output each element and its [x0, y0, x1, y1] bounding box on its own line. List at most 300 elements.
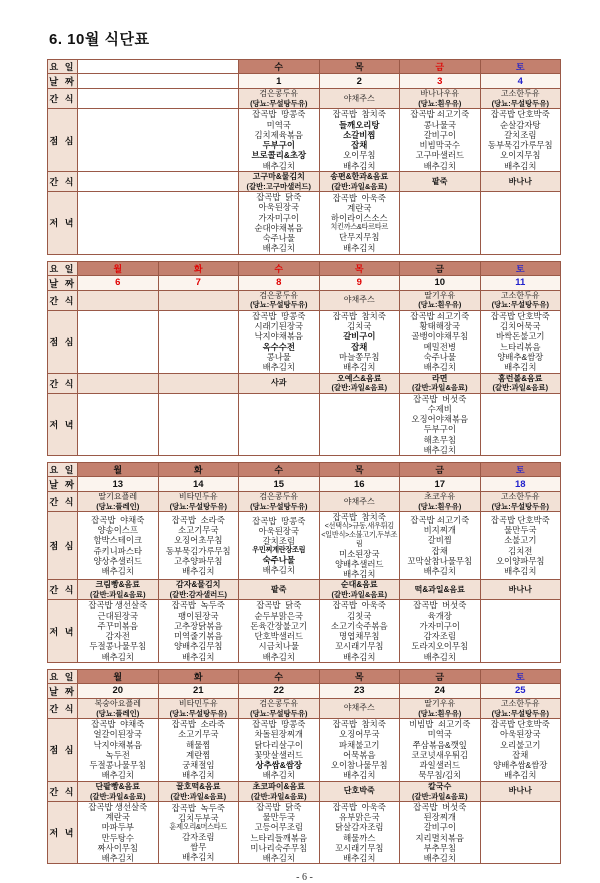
row-label-lunch: 점 심 — [48, 310, 78, 373]
menu-item: 잡곡밥 참치죽 — [332, 109, 386, 120]
menu-item: 비빔막국수 — [419, 140, 460, 150]
lunch-cell — [239, 718, 320, 781]
row-label-lunch: 점 심 — [48, 512, 78, 580]
lunch-cell — [319, 718, 400, 781]
menu-item: 숙주나물 — [423, 351, 456, 362]
menu-item: 배추김치 — [504, 770, 537, 781]
snack_am-cell — [319, 89, 400, 109]
date-cell: 6 — [78, 275, 159, 290]
dinner-cell — [239, 801, 320, 864]
lunch-cell — [480, 718, 561, 781]
menu-item: 단호박죽 — [343, 786, 375, 796]
menu-item: 배추김치 — [343, 770, 376, 781]
lunch-cell — [319, 310, 400, 373]
menu-item: 오징어무국 — [339, 729, 380, 740]
date-cell: 14 — [158, 477, 239, 492]
menu-item: 잡곡밥 단호박죽 — [490, 514, 550, 525]
menu-item: 순대&음료 — [340, 580, 378, 590]
menu-item: 쭈삼볶음&깻잎 — [412, 739, 467, 750]
snack_am-cell — [158, 698, 239, 718]
menu-item: (당뇨:무설탕두유) — [250, 300, 308, 310]
dinner-cell — [78, 600, 159, 663]
menu-item: (갈반:감자샐러드) — [169, 590, 227, 600]
date-cell: 3 — [400, 74, 481, 89]
menu-item: 꼬막살참나물무침 — [407, 555, 473, 566]
menu-item: 배추김치 — [504, 362, 537, 372]
empty-cell — [78, 109, 239, 172]
menu-item: 고소한두유 — [500, 290, 540, 300]
lunch-cell — [78, 512, 159, 580]
row-label-date: 날 짜 — [48, 477, 78, 492]
snack_pm-cell — [239, 580, 320, 600]
menu-item: 우민찌계란장조림 — [252, 545, 306, 555]
menu-item: 배추김치 — [423, 566, 456, 577]
menu-item: (갈반:과일&음료) — [89, 590, 146, 600]
menu-item: 배추김치 — [504, 160, 537, 171]
snack_am-cell — [239, 698, 320, 718]
menu-item: 시래기된장국 — [254, 321, 304, 331]
menu-item: 소불고기 — [504, 535, 537, 546]
date-cell: 7 — [158, 275, 239, 290]
row-label-lunch: 점 심 — [48, 109, 78, 172]
date-cell: 1 — [239, 74, 320, 89]
menu-item: (당뇨:무설탕두유) — [169, 708, 227, 718]
menu-item: 칼국수 — [428, 781, 452, 791]
snack_am-cell — [158, 290, 239, 310]
snack_pm-cell — [239, 373, 320, 393]
menu-item: 잡곡밥 버섯죽 — [413, 600, 467, 611]
snack_pm-cell — [480, 580, 561, 600]
dinner-cell — [319, 600, 400, 663]
menu-item: 배추김치 — [182, 770, 215, 781]
menu-item: 유부맑은국 — [339, 812, 380, 823]
snack_am-cell — [480, 698, 561, 718]
dinner-cell — [319, 192, 400, 255]
menu-item: 소고기무국 — [178, 525, 219, 536]
menu-item: 김치두부국 — [178, 812, 219, 823]
menu-item: 고추양파무침 — [173, 555, 223, 566]
menu-item: 짜사이무침 — [97, 842, 138, 853]
date-cell: 4 — [480, 74, 561, 89]
week-table-2 — [47, 261, 561, 457]
menu-item: 배추김치 — [101, 853, 134, 864]
menu-item: (당뇨:흰우유) — [418, 98, 462, 108]
menu-item: 딸기우유 — [424, 698, 456, 708]
row-label-snack_am: 간 식 — [48, 290, 78, 310]
snack_am-cell — [78, 698, 159, 718]
menu-item: 배추김치 — [262, 565, 295, 576]
menu-item: 크림빵&음료 — [95, 580, 140, 590]
row-label-lunch: 점 심 — [48, 718, 78, 781]
menu-item: 감자전 — [105, 631, 130, 642]
day-header: 금 — [400, 261, 481, 275]
page-number: - 6 - — [296, 872, 313, 883]
snack_pm-cell — [480, 172, 561, 192]
menu-item: 고소한두유 — [500, 89, 540, 99]
date-cell: 8 — [239, 275, 320, 290]
row-label-date: 날 짜 — [48, 74, 78, 89]
menu-item: 배추김치 — [182, 651, 215, 662]
date-cell: 9 — [319, 275, 400, 290]
menu-item: (갈반:과일&음료) — [250, 791, 307, 801]
menu-item: 잡곡밥 아욱죽 — [332, 801, 386, 812]
menu-item: 배추김치 — [343, 362, 376, 372]
menu-item: 부추무침 — [423, 842, 456, 853]
menu-item: 쥬키니파스타 — [93, 545, 143, 556]
menu-item: 잡곡밥 생선살죽 — [88, 801, 148, 812]
menu-item: 배추김치 — [262, 362, 295, 372]
day-header: 토 — [480, 261, 561, 275]
menu-item: 초코우유 — [424, 492, 456, 502]
menu-item: (당뇨:무설탕두유) — [491, 300, 549, 310]
menu-item: 갈비구이 — [423, 822, 456, 833]
row-label-snack_am: 간 식 — [48, 492, 78, 512]
menu-item: 바나나 — [508, 786, 532, 796]
lunch-cell — [400, 109, 481, 172]
menu-item: 잡곡밥 아욱죽 — [332, 600, 386, 611]
snack_am-cell — [400, 290, 481, 310]
date-cell: 13 — [78, 477, 159, 492]
menu-item: 미역국 — [427, 729, 452, 740]
menu-item: 차돌된장찌개 — [254, 729, 304, 740]
menu-item: 양상추샐러드 — [93, 555, 143, 566]
snack_am-cell — [319, 698, 400, 718]
snack_pm-cell — [319, 373, 400, 393]
dinner-cell — [480, 393, 561, 456]
menu-item: 야채주스 — [343, 703, 375, 713]
menu-item: 배추김치 — [343, 853, 376, 864]
snack_pm-cell — [400, 373, 481, 393]
date-cell: 24 — [400, 683, 481, 698]
menu-item: 황태해장국 — [419, 321, 460, 331]
menu-item: 잡곡밥 땅콩죽 — [252, 719, 306, 730]
menu-item: 야채주스 — [343, 93, 375, 103]
lunch-cell — [319, 512, 400, 580]
menu-item: 치킨까스&타르타르 — [330, 222, 389, 232]
row-label-day: 요 일 — [48, 60, 78, 74]
day-header: 토 — [480, 60, 561, 74]
snack_pm-cell — [78, 580, 159, 600]
menu-item: 궁채절임 — [182, 760, 215, 771]
menu-item: 브로콜리&초장 — [251, 150, 307, 161]
row-label-dinner: 저 녁 — [48, 801, 78, 864]
date-cell: 16 — [319, 477, 400, 492]
menu-item: 콩나물국 — [423, 119, 456, 130]
menu-item: 잡채 — [351, 140, 368, 150]
menu-item: 배추김치 — [262, 651, 295, 662]
menu-item: 검은콩두유 — [259, 698, 299, 708]
snack_pm-cell — [239, 781, 320, 801]
menu-item: 묵무침/김치 — [418, 770, 462, 781]
menu-item: (갈반:과일&음료) — [331, 590, 388, 600]
menu-item: 콩나물 — [266, 351, 291, 362]
menu-item: 육개장 — [427, 610, 452, 621]
day-header: 금 — [400, 463, 481, 477]
menu-item: 바나나우유 — [420, 89, 460, 99]
row-label-day: 요 일 — [48, 669, 78, 683]
lunch-cell — [319, 109, 400, 172]
lunch-cell — [158, 310, 239, 373]
snack_pm-cell — [78, 781, 159, 801]
snack_pm-cell — [158, 781, 239, 801]
menu-item: 지리멸치볶음 — [415, 832, 465, 843]
menu-item: 아욱된장국 — [258, 525, 299, 536]
menu-item: 미역국 — [266, 119, 291, 130]
menu-item: 두부구이 — [262, 140, 295, 150]
menu-item: 배추김치 — [262, 853, 295, 864]
day-header: 수 — [239, 669, 320, 683]
snack_pm-cell — [319, 580, 400, 600]
menu-item: 느타리들깨볶음 — [250, 832, 308, 843]
menu-item: <일반식>소불고기,두부조림 — [321, 530, 398, 548]
menu-item: 두부구이 — [423, 424, 456, 435]
empty-cell — [78, 89, 239, 109]
menu-item: 배추김치 — [182, 566, 215, 577]
week-table-3 — [47, 462, 561, 663]
menu-item: 잡곡밥 소라죽 — [171, 719, 225, 730]
dinner-cell — [400, 192, 481, 255]
row-label-snack_pm: 간 식 — [48, 781, 78, 801]
menu-item: 숙주나물 — [262, 555, 295, 566]
menu-item: 잡곡밥 참치죽 — [332, 310, 386, 321]
day-header: 토 — [480, 669, 561, 683]
menu-item: 오예스&음료 — [337, 373, 382, 383]
empty-cell — [78, 74, 239, 89]
menu-item: 김치어묵국 — [500, 321, 541, 331]
menu-item: 어묵볶음 — [343, 749, 376, 760]
dinner-cell — [78, 801, 159, 864]
day-header: 목 — [319, 669, 400, 683]
menu-item: 과일샐러드 — [419, 760, 460, 771]
menu-item: 고등어무조림 — [254, 822, 304, 833]
menu-item: 가자미구이 — [258, 212, 299, 223]
snack_am-cell — [239, 492, 320, 512]
dinner-cell — [480, 801, 561, 864]
menu-item: (당뇨:무설탕두유) — [169, 501, 227, 511]
snack_am-cell — [158, 492, 239, 512]
lunch-cell — [158, 512, 239, 580]
menu-item: 비빔밥 쇠고기죽 — [409, 719, 471, 730]
menu-item: 하이라이스소스 — [330, 213, 388, 224]
menu-item: (당뇨:플레인) — [96, 708, 140, 718]
menu-item: 잡곡밥 쇠고기죽 — [410, 310, 470, 321]
menu-item: 골뱅이야채무침 — [411, 331, 469, 342]
dinner-cell — [158, 801, 239, 864]
snack_am-cell — [319, 290, 400, 310]
snack_pm-cell — [239, 172, 320, 192]
menu-item: 동부묵김가루무침 — [165, 545, 231, 556]
menu-item: 양배추&쌈장 — [497, 351, 544, 362]
day-header: 금 — [400, 60, 481, 74]
menu-item: 배추김치 — [423, 362, 456, 372]
menu-item: 해초무침 — [423, 434, 456, 445]
snack_pm-cell — [400, 172, 481, 192]
day-header: 토 — [480, 463, 561, 477]
menu-item: 갈비찜 — [427, 535, 452, 546]
snack_pm-cell — [400, 580, 481, 600]
menu-item: 잡곡밥 야채죽 — [91, 719, 145, 730]
menu-item: 사과 — [271, 378, 287, 388]
menu-item: 된장찌개 — [423, 812, 456, 823]
day-header: 금 — [400, 669, 481, 683]
menu-item: 복숭아요플레 — [94, 698, 141, 708]
menu-item: 오이무침 — [343, 150, 376, 161]
menu-item: 송편&한과&음료 — [330, 172, 389, 182]
menu-item: 배추김치 — [182, 852, 215, 863]
menu-item: (당뇨:무설탕두유) — [250, 501, 308, 511]
menu-item: 명엽채무침 — [339, 631, 380, 642]
date-cell: 22 — [239, 683, 320, 698]
menu-item: 닭살감자조림 — [334, 822, 384, 833]
dinner-cell — [400, 393, 481, 456]
snack_pm-cell — [158, 373, 239, 393]
menu-item: 물만두국 — [262, 812, 295, 823]
menu-item: 닭다리살구이 — [254, 739, 304, 750]
menu-item: (당뇨:무설탕두유) — [250, 98, 308, 108]
snack_am-cell — [480, 290, 561, 310]
menu-item: 함박스테이크 — [93, 535, 143, 546]
menu-item: 훈제오리&머스타드 — [169, 822, 228, 832]
menu-item: 배추김치 — [262, 243, 295, 254]
date-cell: 20 — [78, 683, 159, 698]
menu-item: 코코넛새우튀김 — [411, 749, 469, 760]
menu-item: 시금치나물 — [258, 641, 299, 652]
row-label-dinner: 저 녁 — [48, 393, 78, 456]
menu-item: 고추장닭볶음 — [173, 620, 223, 631]
lunch-cell — [239, 512, 320, 580]
lunch-cell — [239, 109, 320, 172]
menu-item: 배추김치 — [262, 160, 295, 171]
snack_pm-cell — [319, 781, 400, 801]
menu-item: 미역줄기볶음 — [173, 631, 223, 642]
menu-item: (당뇨:흰우유) — [418, 708, 462, 718]
menu-item: 양배추샐러드 — [334, 558, 384, 569]
menu-item: 소고기무국 — [178, 729, 219, 740]
menu-item: 검은콩두유 — [259, 89, 299, 99]
menu-item: 미소된장국 — [339, 548, 380, 559]
menu-item: 배추김치 — [101, 651, 134, 662]
menu-item: 갈비구이 — [343, 331, 376, 342]
lunch-cell — [239, 310, 320, 373]
day-header: 목 — [319, 463, 400, 477]
menu-item: 배추김치 — [343, 160, 376, 171]
dinner-cell — [78, 393, 159, 456]
menu-item: 계란국 — [347, 202, 372, 213]
menu-item: 순두부맑은국 — [254, 610, 304, 621]
menu-item: 팥죽 — [432, 176, 448, 186]
menu-item: 잡곡밥 야채죽 — [91, 514, 145, 525]
dinner-cell — [480, 192, 561, 255]
menu-item: (갈반:과일&음료) — [89, 791, 146, 801]
menu-item: 순살감자탕 — [500, 119, 541, 130]
empty-cell — [78, 192, 239, 255]
menu-item: 상추쌈&쌈장 — [255, 760, 302, 771]
menu-item: 비타민두유 — [178, 492, 218, 502]
lunch-cell — [480, 310, 561, 373]
snack_am-cell — [319, 492, 400, 512]
menu-item: 배추김치 — [423, 853, 456, 864]
snack_pm-cell — [480, 373, 561, 393]
menu-item: 잡곡밥 단호박죽 — [490, 310, 550, 321]
row-label-snack_pm: 간 식 — [48, 373, 78, 393]
menu-item: 순대야채볶음 — [254, 222, 304, 233]
menu-item: 잡곡밥 쇠고기죽 — [410, 514, 470, 525]
menu-item: 꼬시래기무침 — [334, 842, 384, 853]
menu-item: 동부묵김가루무침 — [487, 140, 553, 150]
day-header: 수 — [239, 463, 320, 477]
menu-item: 잡곡밥 쇠고기죽 — [410, 109, 470, 120]
row-label-date: 날 짜 — [48, 275, 78, 290]
menu-item: (당뇨:무설탕두유) — [491, 708, 549, 718]
row-label-snack_am: 간 식 — [48, 89, 78, 109]
date-cell: 2 — [319, 74, 400, 89]
menu-item: 고구마샐러드 — [415, 150, 465, 161]
snack_am-cell — [400, 492, 481, 512]
menu-item: 배추김치 — [504, 566, 537, 577]
lunch-cell — [480, 109, 561, 172]
menu-item: 단호박샐러드 — [254, 631, 304, 642]
lunch-cell — [400, 310, 481, 373]
menu-item: 배추김치 — [423, 444, 456, 455]
menu-item: 얼갈이된장국 — [93, 729, 143, 740]
menu-item: (갈반:과일&음료) — [170, 791, 227, 801]
menu-item: 김칫국 — [347, 610, 372, 621]
date-cell: 17 — [400, 477, 481, 492]
dinner-cell — [319, 801, 400, 864]
menu-item: 바싹돈불고기 — [495, 331, 545, 342]
row-label-day: 요 일 — [48, 463, 78, 477]
menu-item: 바나나 — [508, 176, 532, 186]
snack_am-cell — [400, 698, 481, 718]
meal-tables — [47, 59, 562, 864]
row-label-snack_pm: 간 식 — [48, 580, 78, 600]
menu-item: 메밀전병 — [423, 341, 456, 352]
menu-item: 옥수수전 — [262, 341, 295, 352]
menu-item: 들깨오리탕 — [339, 119, 380, 130]
empty-cell — [78, 172, 239, 192]
menu-item: 마늘쫑무침 — [339, 351, 380, 362]
menu-item: 아욱된장국 — [258, 202, 299, 213]
menu-item: 소갈비찜 — [343, 129, 376, 140]
menu-item: 김치제육볶음 — [254, 129, 304, 140]
menu-item: 근대된장국 — [97, 610, 138, 621]
menu-item: 오리불고기 — [500, 739, 541, 750]
menu-item: 만두탕수 — [101, 832, 134, 843]
menu-item: (갈반:고구마샐러드) — [246, 181, 311, 191]
page-title: 6. 10월 식단표 — [49, 31, 150, 48]
menu-item: 갈비구이 — [423, 129, 456, 140]
date-cell: 11 — [480, 275, 561, 290]
day-header: 수 — [239, 261, 320, 275]
menu-item: 잡곡밥 버섯죽 — [413, 393, 467, 404]
lunch-cell — [78, 310, 159, 373]
menu-item: 계란국 — [105, 812, 130, 823]
menu-item: 잡곡밥 녹두죽 — [171, 600, 225, 611]
snack_am-cell — [400, 89, 481, 109]
row-label-dinner: 저 녁 — [48, 600, 78, 663]
dinner-cell — [239, 393, 320, 456]
menu-item: 소고기숙주볶음 — [330, 620, 388, 631]
snack_am-cell — [480, 492, 561, 512]
menu-item: 도라지오이무침 — [411, 641, 469, 652]
day-header: 월 — [78, 669, 159, 683]
snack_am-cell — [78, 492, 159, 512]
dinner-cell — [319, 393, 400, 456]
menu-item: 계란찜 — [186, 749, 211, 760]
menu-item: 팥죽 — [271, 584, 287, 594]
date-cell: 23 — [319, 683, 400, 698]
date-cell: 10 — [400, 275, 481, 290]
